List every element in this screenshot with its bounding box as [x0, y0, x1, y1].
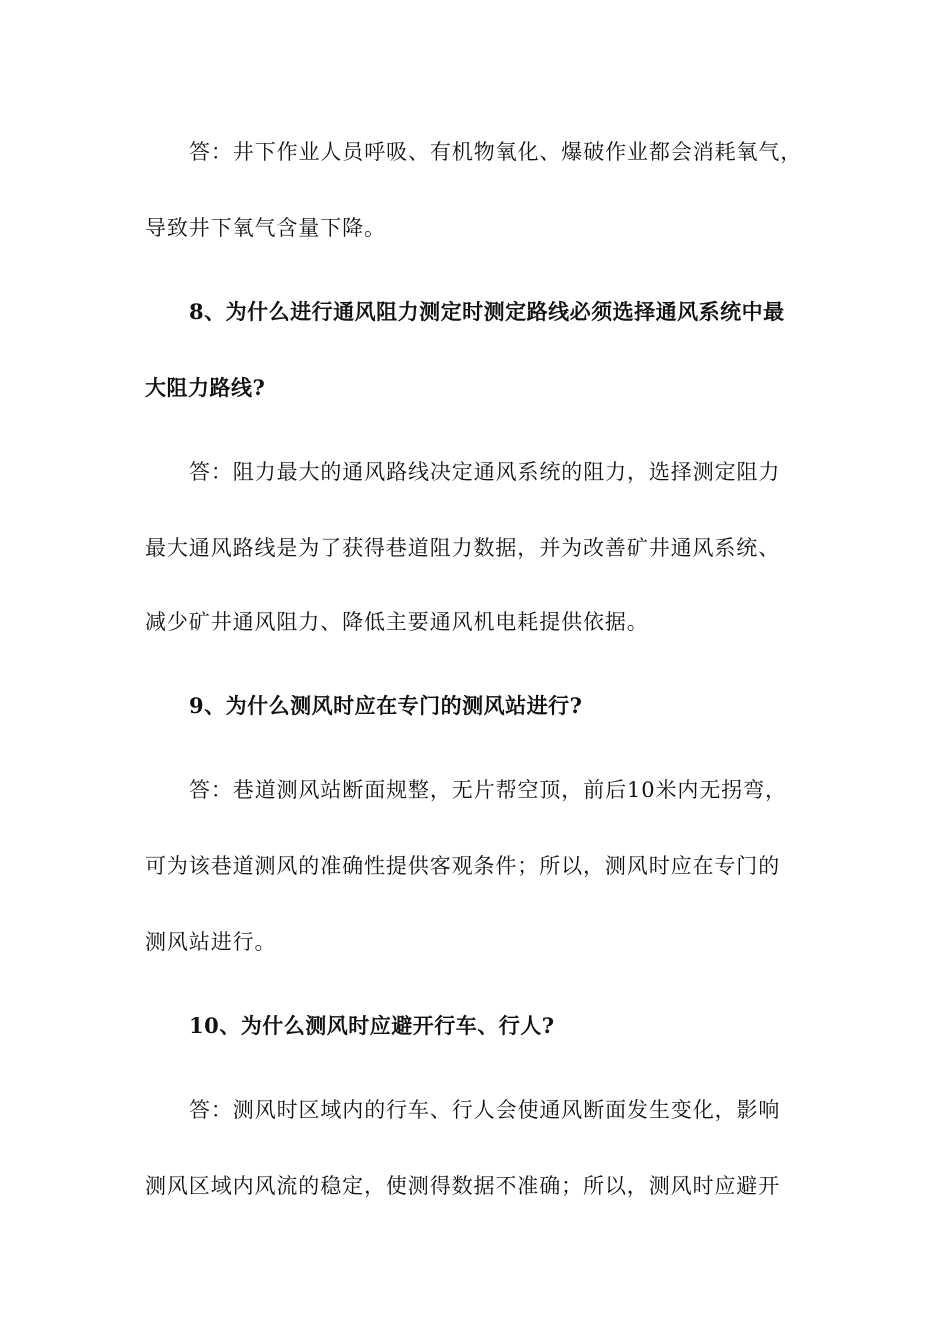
answer-9-line-1: 答：巷道测风站断面规整，无片帮空顶，前后10米内无拐弯，	[189, 778, 787, 802]
question-9: 9、为什么测风时应在专门的测风站进行?	[189, 693, 583, 718]
question-8-line-2: 大阻力路线?	[145, 375, 266, 400]
answer-7-line-2: 导致井下氧气含量下降。	[145, 216, 386, 240]
answer-9-line-2: 可为该巷道测风的准确性提供客观条件；所以，测风时应在专门的	[145, 854, 781, 878]
question-8-line-1: 8、为什么进行通风阻力测定时测定路线必须选择通风系统中最	[189, 299, 785, 324]
answer-8-line-3: 减少矿井通风阻力、降低主要通风机电耗提供依据。	[145, 610, 649, 634]
answer-8-line-2: 最大通风路线是为了获得巷道阻力数据，并为改善矿井通风系统、	[145, 536, 781, 560]
answer-10-line-2: 测风区域内风流的稳定，使测得数据不准确；所以，测风时应避开	[145, 1174, 781, 1198]
answer-7-line-1: 答：井下作业人员呼吸、有机物氧化、爆破作业都会消耗氧气，	[189, 140, 803, 164]
answer-9-line-3: 测风站进行。	[145, 930, 277, 954]
question-10: 10、为什么测风时应避开行车、行人?	[189, 1013, 555, 1038]
answer-10-line-1: 答：测风时区域内的行车、行人会使通风断面发生变化，影响	[189, 1098, 781, 1122]
answer-8-line-1: 答：阻力最大的通风路线决定通风系统的阻力，选择测定阻力	[189, 460, 781, 484]
